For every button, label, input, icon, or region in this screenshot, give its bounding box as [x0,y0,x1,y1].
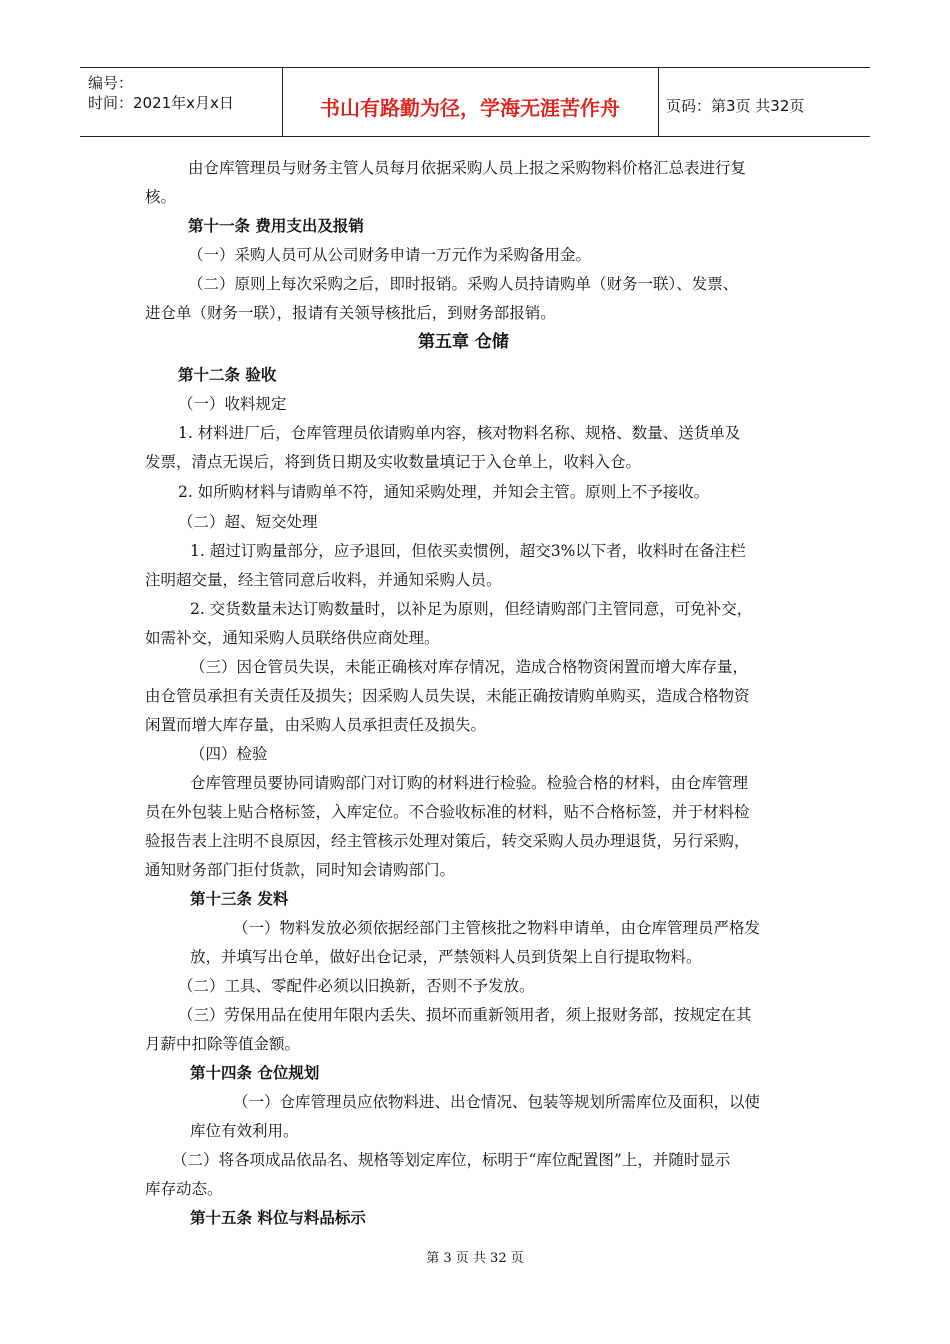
body-line: （三）因仓管员失误，未能正确核对库存情况，造成合格物资闲置而增大库存量， [190,658,749,676]
body-line: 月薪中扣除等值金额。 [145,1035,301,1053]
body-line: 放，并填写出仓单，做好出仓记录，严禁领料人员到货架上自行提取物料。 [190,948,702,966]
article-heading: 第十四条 仓位规划 [190,1063,320,1082]
body-line: （一）物料发放必须依据经部门主管核批之物料申请单，由仓库管理员严格发 [233,919,761,937]
body-line: 闲置而增大库存量，由采购人员承担责任及损失。 [145,716,487,734]
body-line: （二）超、短交处理 [178,513,318,531]
header-motto: 书山有路勤为径，学海无涯苦作舟 [320,96,620,120]
article-heading: 第十三条 发料 [190,889,289,908]
body-line: 库位有效利用。 [190,1122,299,1140]
article-heading: 第十二条 验收 [178,365,277,384]
body-line: 核。 [145,188,177,206]
body-line: 2. 如所购材料与请购单不符，通知采购处理，并知会主管。原则上不予接收。 [178,483,710,501]
body-line: 验报告表上注明不良原因，经主管核示处理对策后，转交采购人员办理退货，另行采购， [145,832,750,850]
body-line: 进仓单（财务一联），报请有关领导核批后，到财务部报销。 [145,304,556,322]
body-line: 2. 交货数量未达订购数量时，以补足为原则，但经请购部门主管同意，可免补交， [190,600,753,618]
body-line: 员在外包装上贴合格标签，入库定位。不合验收标准的材料，贴不合格标签，并于材料检 [145,803,750,821]
body-line: 发票，清点无误后，将到货日期及实收数量填记于入仓单上，收料入仓。 [145,453,642,471]
body-line: 1. 材料进厂后，仓库管理员依请购单内容，核对物料名称、规格、数量、送货单及 [178,424,741,442]
article-heading: 第十五条 料位与料品标示 [190,1208,366,1227]
body-line: （一）仓库管理员应依物料进、出仓情况、包装等规划所需库位及面积，以使 [233,1093,761,1111]
body-line: （四）检验 [190,745,268,763]
body-line: （二）工具、零配件必须以旧换新，否则不予发放。 [178,977,535,995]
body-line: 仓库管理员要协同请购部门对订购的材料进行检验。检验合格的材料，由仓库管理 [190,774,749,792]
body-line: （二）原则上每次采购之后，即时报销。采购人员持请购单（财务一联）、发票、 [188,275,739,293]
body-line: 注明超交量，经主管同意后收料，并通知采购人员。 [145,571,502,589]
body-line: 由仓管员承担有关责任及损失；因采购人员失误，未能正确按请购单购买，造成合格物资 [145,687,750,705]
article-heading: 第十一条 费用支出及报销 [188,216,364,235]
body-line: 如需补交，通知采购人员联络供应商处理。 [145,629,440,647]
body-line: 1. 超过订购量部分，应予退回，但依买卖惯例，超交3%以下者，收料时在备注栏 [190,542,746,560]
body-line: （一）采购人员可从公司财务申请一万元作为采购备用金。 [188,246,592,264]
chapter-heading: 第五章 仓储 [418,332,509,352]
body-line: 通知财务部门拒付货款，同时知会请购部门。 [145,861,456,879]
body-line: （三）劳保用品在使用年限内丢失、损坏而重新领用者，须上报财务部，按规定在其 [178,1006,752,1024]
body-line: 库存动态。 [145,1180,223,1198]
document-time-label: 时间：2021年x月x日 [88,94,234,112]
body-line: （一）收料规定 [178,395,287,413]
body-line: 由仓库管理员与财务主管人员每月依据采购人员上报之采购物料价格汇总表进行复 [188,159,747,177]
page-footer: 第 3 页 共 32 页 [426,1251,524,1266]
body-line: （二）将各项成品依品名、规格等划定库位，标明于“库位配置图”上，并随时显示 [172,1151,731,1169]
document-number-label: 编号： [88,74,134,92]
header-page-number: 页码：第3页 共32页 [666,97,805,115]
